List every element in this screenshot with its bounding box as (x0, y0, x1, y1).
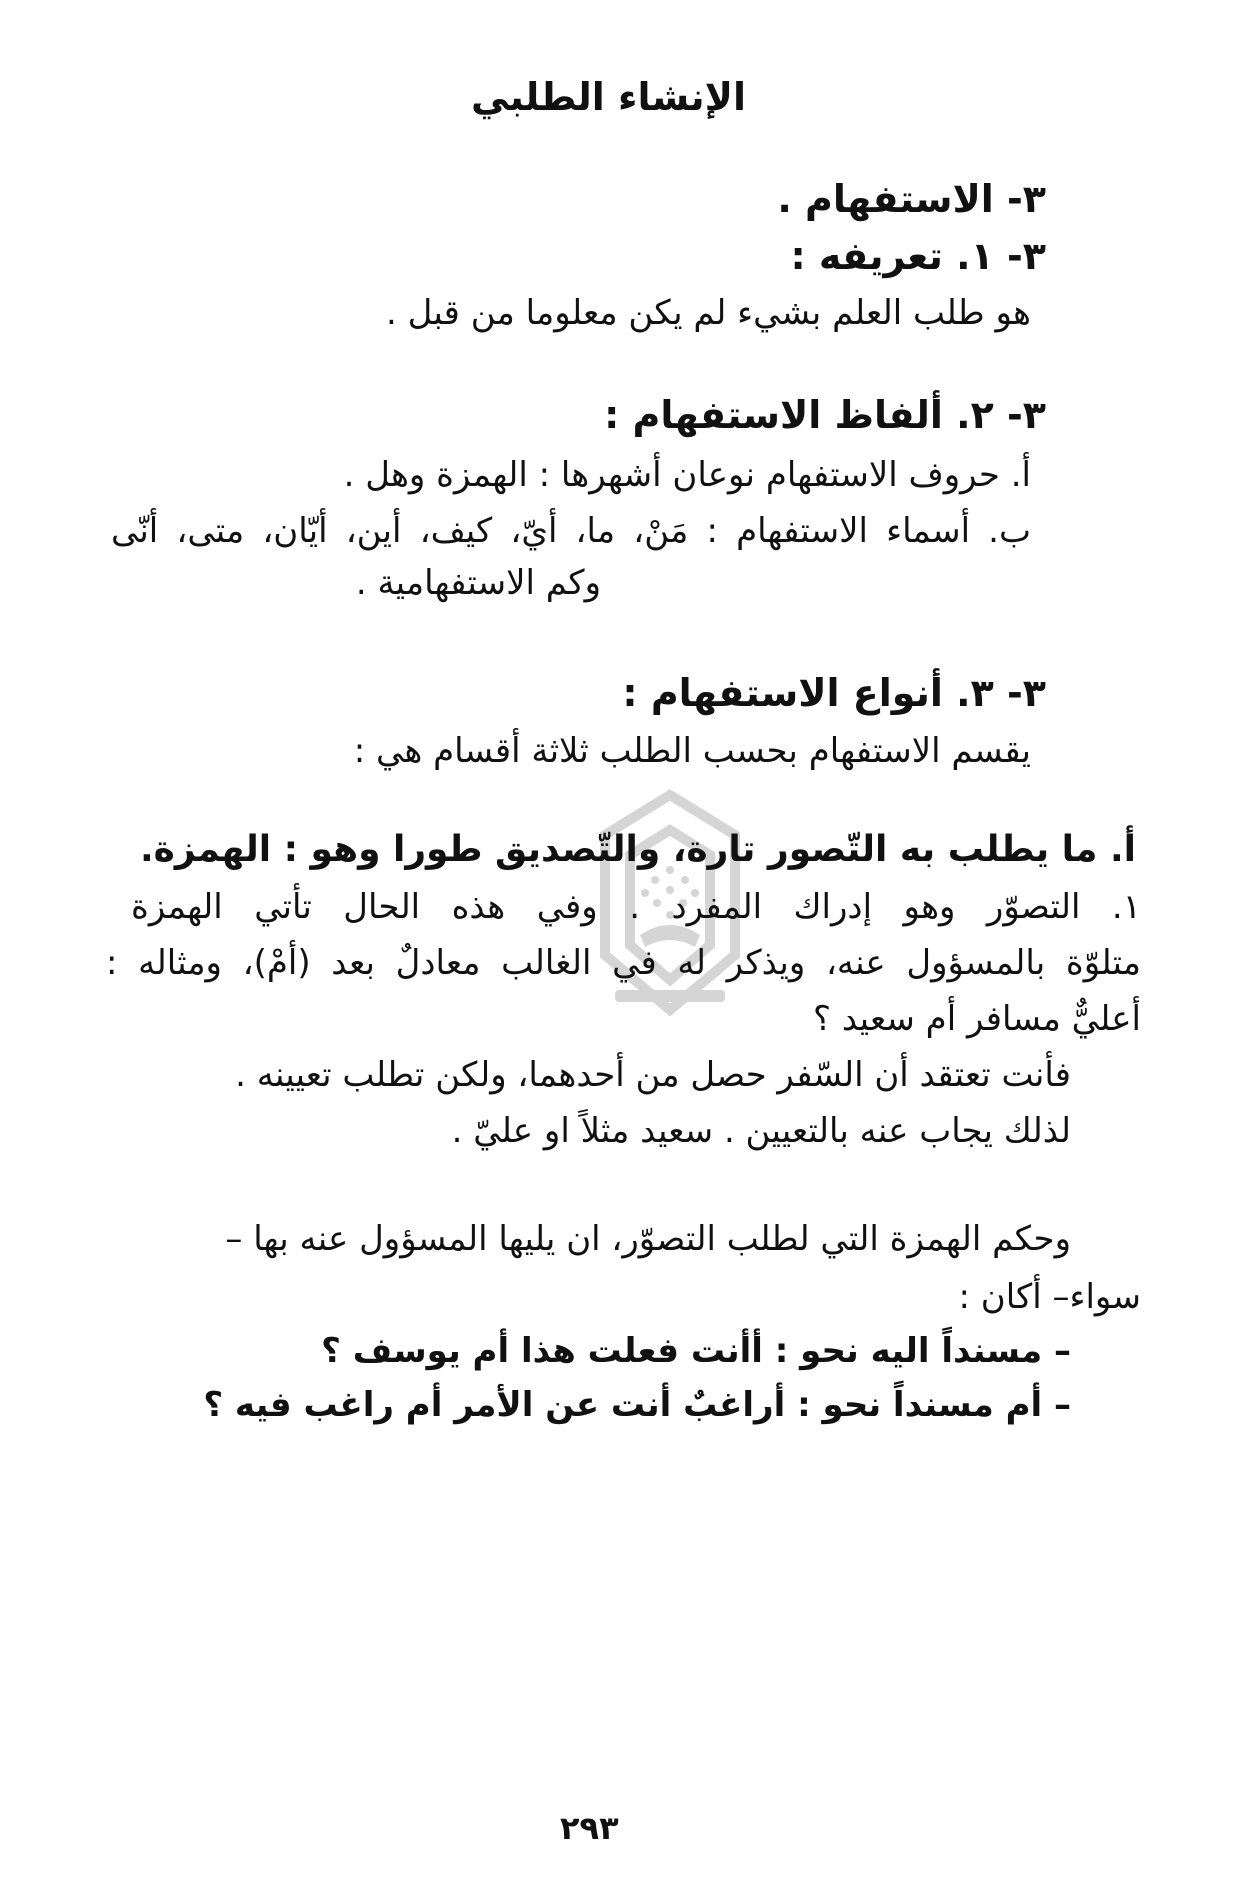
section-3-2-item-b-line2: وكم الاستفهامية . (355, 563, 601, 603)
paragraph-1-line-3: أعليٌّ مسافر أم سعيد ؟ (812, 999, 1141, 1039)
paragraph-1-line-1: ١. التصوّر وهو إدراك المفرد . وفي هذه الحال تأتي الهمزة (131, 887, 1141, 927)
section-3-3-heading: ٣- ٣. أنواع الاستفهام : (622, 671, 1046, 715)
paragraph-1-line-4: فأنت تعتقد أن السّفر حصل من أحدهما، ولكن تطلب تعيينه . (235, 1055, 1071, 1095)
type-a-heading: أ. ما يطلب به التّصور تارة، والتّصديق طورا وهو : الهمزة. (140, 829, 1136, 870)
section-3-2-item-a: أ. حروف الاستفهام نوعان أشهرها : الهمزة وهل . (343, 455, 1031, 495)
section-3-1-heading: ٣- ١. تعريفه : (790, 234, 1046, 278)
paragraph-1-line-2: متلوّة بالمسؤول عنه، ويذكر له في الغالب معادلٌ بعد (أمْ)، ومثاله : (106, 943, 1141, 983)
section-3-2-heading: ٣- ٢. ألفاظ الاستفهام : (604, 393, 1046, 437)
list-item-2: – أم مسنداً نحو : أراغبٌ أنت عن الأمر أم راغب فيه ؟ (203, 1385, 1071, 1425)
page-header-title: الإنشاء الطلبي (471, 75, 746, 119)
page-number: ٢٩٣ (560, 1809, 619, 1847)
section-3-3-text: يقسم الاستفهام بحسب الطلب ثلاثة أقسام هي : (353, 731, 1031, 771)
paragraph-2-line-1: وحكم الهمزة التي لطلب التصوّر، ان يليها المسؤول عنه بها – (225, 1219, 1071, 1259)
paragraph-2-line-2: سواء– أكان : (958, 1277, 1141, 1317)
section-3-1-text: هو طلب العلم بشيء لم يكن معلوما من قبل . (386, 293, 1031, 333)
section-3-2-item-b-line1: ب. أسماء الاستفهام : مَنْ، ما، أيّ، كيف، أين، أيّان، متى، أنّى (111, 511, 1031, 551)
section-3-heading: ٣- الاستفهام . (777, 177, 1046, 221)
list-item-1: – مسنداً اليه نحو : أأنت فعلت هذا أم يوسف ؟ (321, 1331, 1071, 1371)
paragraph-1-line-5: لذلك يجاب عنه بالتعيين . سعيد مثلاً او عليّ . (451, 1111, 1071, 1151)
